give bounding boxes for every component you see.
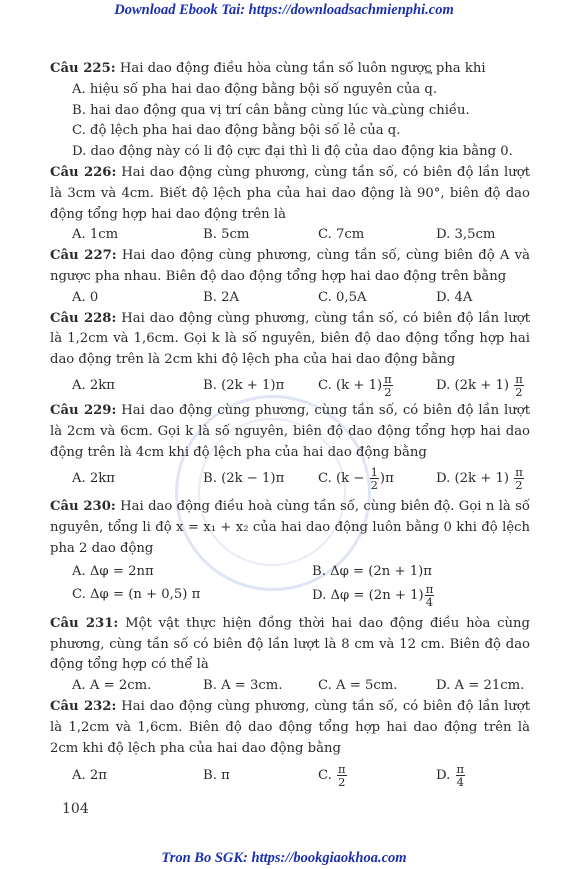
option-d: D. $\frac{\pi}{4}$	[436, 762, 465, 790]
page-number: 104	[62, 801, 89, 817]
fraction: $\frac{\pi}{4}$	[456, 762, 465, 790]
option-c: C. $\frac{\pi}{2}$	[318, 762, 346, 790]
question-stem: Hai dao động cùng phương, cùng tần số, có biên độ lần lượt là 3cm và 4cm. Biết độ lệch pha của hai dao động là 90°, biên độ dao động tổng hợp hai dao động trên là	[50, 164, 530, 222]
question-stem: Hai dao động cùng phương, cùng tần số, có biên độ lần lượt là 1,2cm và 1,6cm. Gọi k là số nguyên, biên độ dao động tổng hợp hai dao động trên là 2cm khi độ lệch pha của hai dao động bằng	[50, 310, 530, 368]
question-227	[50, 246, 530, 308]
fraction: $\frac{1}{2}$	[370, 465, 378, 493]
option-d: D. (2k + 1) $\frac{\pi}{2}$	[436, 371, 523, 399]
option-c: C. (k − $\frac{1}{2}$ )π	[318, 465, 394, 493]
fraction: $\frac{\pi}{2}$	[384, 371, 392, 399]
option-d: D. A = 21cm.	[436, 678, 525, 694]
option-c: C. 0,5A	[318, 289, 367, 305]
footer-link[interactable]: Tron Bo SGK: https://bookgiaokhoa.com	[161, 850, 407, 866]
question-225	[50, 59, 530, 163]
question-stem: Hai dao động cùng phương, cùng tần số, có biên độ lần lượt là 1,2cm và 1,6cm. Biên độ dao động tổng hợp hai dao động trên là 2cm khi độ lệch pha của hai dao động bằng	[50, 698, 530, 756]
option-d: D. 4A	[436, 289, 473, 305]
option-b: B. Δφ = (2n + 1)π	[312, 563, 432, 579]
header-download-link[interactable]: Download Ebook Tai: https://downloadsachmienphi.com	[114, 2, 454, 18]
question-label: Câu 226:	[50, 164, 117, 180]
option-b: B. 5cm	[203, 227, 250, 243]
option-a: A. 2π	[72, 768, 107, 784]
question-label: Câu 229:	[50, 402, 117, 418]
question-226	[50, 163, 530, 246]
option-d: D. Δφ = (2n + 1) $\frac{\pi}{4}$	[312, 581, 434, 609]
option-a: A. Δφ = 2nπ	[72, 563, 154, 579]
question-stem: Hai dao động cùng phương, cùng tần số, cùng biên độ A và ngược pha nhau. Biên độ dao động tổng hợp hai dao động trên bằng	[50, 248, 530, 284]
option-a: A. 2kπ	[72, 471, 115, 487]
question-stem: Một vật thực hiện đồng thời hai dao động điều hòa cùng phương, cùng tần số có biên độ lần lượt là 8 cm và 12 cm. Biên độ dao động tổng hợp có thể là	[50, 615, 530, 673]
option-b: B. 2A	[203, 289, 239, 305]
option-b: B. hai dao động qua vị trí cân bằng cùng lúc và cùng chiều.	[72, 102, 470, 118]
option-b: B. (2k − 1)π	[203, 471, 285, 487]
option-b: B. A = 3cm.	[203, 678, 283, 694]
question-230	[50, 497, 530, 607]
option-c: C. độ lệch pha hai dao động bằng bội số lẻ của → q.	[50, 121, 530, 142]
option-a: A. hiệu số pha hai dao động bằng bội số nguyên của → q.	[50, 80, 530, 101]
page-content	[50, 59, 530, 793]
fraction: $\frac{\pi}{2}$	[515, 371, 523, 399]
question-stem: Hai dao động điều hoà cùng tần số, cùng biên độ. Gọi n là số nguyên, tổng li độ x = x₁ + x₂ của hai dao động luôn bằng 0 khi độ lệch pha 2 dao động	[50, 499, 530, 556]
option-a: A. 0	[72, 289, 99, 305]
fraction: $\frac{\pi}{2}$	[515, 465, 523, 493]
question-label: Câu 230:	[50, 499, 116, 515]
question-label: Câu 231:	[50, 615, 119, 631]
question-stem: Hai dao động điều hòa cùng tần số luôn ngược pha khi	[119, 61, 486, 76]
option-c: C. Δφ = (n + 0,5) π	[72, 586, 201, 602]
option-c: C. 7cm	[318, 227, 365, 243]
option-c: C. (k + 1) $\frac{\pi}{2}$	[318, 371, 392, 399]
question-228	[50, 309, 530, 401]
question-label: Câu 232:	[50, 698, 117, 714]
fraction: $\frac{\pi}{2}$	[338, 762, 346, 790]
fraction: $\frac{\pi}{4}$	[425, 581, 434, 609]
option-d: D. (2k + 1) $\frac{\pi}{2}$	[436, 465, 523, 493]
question-label: Câu 225:	[50, 61, 116, 76]
option-d: D. dao động này có li độ cực đại thì li độ của dao động kia bằng 0.	[72, 144, 513, 160]
option-b: B. π	[203, 768, 230, 784]
option-c: C. A = 5cm.	[318, 678, 398, 694]
question-stem: Hai dao động cùng phương, cùng tần số, có biên độ lần lượt là 2cm và 6cm. Gọi k là số nguyên, biên độ dao động tổng hợp hai dao động trên là 4cm khi độ lệch pha của hai dao động bằng	[50, 402, 530, 460]
option-a: A. A = 2cm.	[72, 678, 152, 694]
question-229	[50, 401, 530, 495]
option-a: A. 2kπ	[72, 377, 115, 393]
question-231	[50, 614, 530, 697]
option-a: A. 1cm	[72, 227, 119, 243]
question-232	[50, 697, 530, 793]
question-label: Câu 228:	[50, 310, 117, 326]
question-label: Câu 227:	[50, 248, 117, 264]
option-b: B. (2k + 1)π	[203, 377, 285, 393]
option-d: D. 3,5cm	[436, 227, 496, 243]
